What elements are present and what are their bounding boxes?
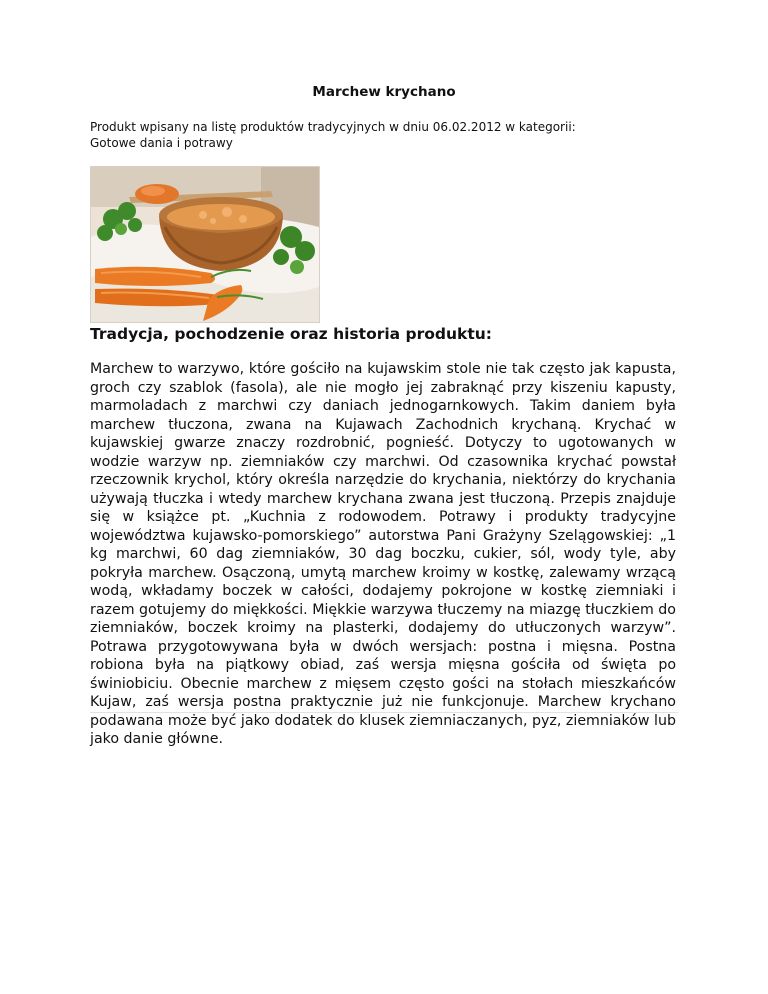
bottom-divider xyxy=(90,712,678,713)
product-registration-info xyxy=(90,119,690,151)
registration-date-line: Produkt wpisany na listę produktów tradycyjnych w dniu 06.02.2012 w kategorii: xyxy=(90,120,576,134)
product-photo xyxy=(90,166,320,323)
history-paragraph: Marchew to warzywo, które gościło na kujawskim stole nie tak często jak kapusta, groch czy szablok (fasola), ale nie mogło jej zabraknąć przy kiszeniu kapusty, marmoladach z marchwi czy daniach jednogarnkowych. Takim daniem była marchew tłuczona, zwana na Kujawach Zachodnich krychaną. Krychać w kujawskiej gwarze znaczy rozdrobnić, pognieść. Dotyczy to ugotowanych w wodzie warzyw np. ziemniaków czy marchwi. Od czasownika krychać powstał rzeczownik krychol, który określa narzędzie do krychania, niektórzy do krychania używają tłuczka i wtedy marchew krychana zwana jest tłuczoną. Przepis znajduje się w książce pt. „Kuchnia z rodowodem. Potrawy i produkty tradycyjne województwa kujawsko-pomorskiego” autorstwa Pani Grażyny Szelągowskiej: „1 kg marchwi, 60 dag ziemniaków, 30 dag boczku, cukier, sól, wody tyle, aby pokryła marchew. Osączoną, umytą marchew kroimy w kostkę, zalewamy wrzącą wodą, wkładamy boczek w całości, dodajemy pokrojone w kostkę ziemniaki i razem gotujemy do miękkości. Miękkie warzywa tłuczemy na miazgę tłuczkiem do ziemniaków, boczek kroimy na plasterki, dodajemy do utłuczonych warzyw”. Potrawa przygotowywana była w dwóch wersjach: postna i mięsna. Postna robiona była na piątkowy obiad, zaś wersja mięsna gościła od święta po świniobiciu. Obecnie marchew z mięsem często gości na stołach mieszkańców Kujaw, zaś wersja postna praktycznie już nie funkcjonuje. Marchew krychano podawana może być jako dodatek do klusek ziemniaczanych, pyz, ziemniaków lub jako danie główne. xyxy=(90,361,676,747)
page-title: Marchew krychano xyxy=(312,84,456,100)
section-heading: Tradycja, pochodzenie oraz historia produktu: xyxy=(90,325,493,343)
category-line: Gotowe dania i potrawy xyxy=(90,136,233,150)
